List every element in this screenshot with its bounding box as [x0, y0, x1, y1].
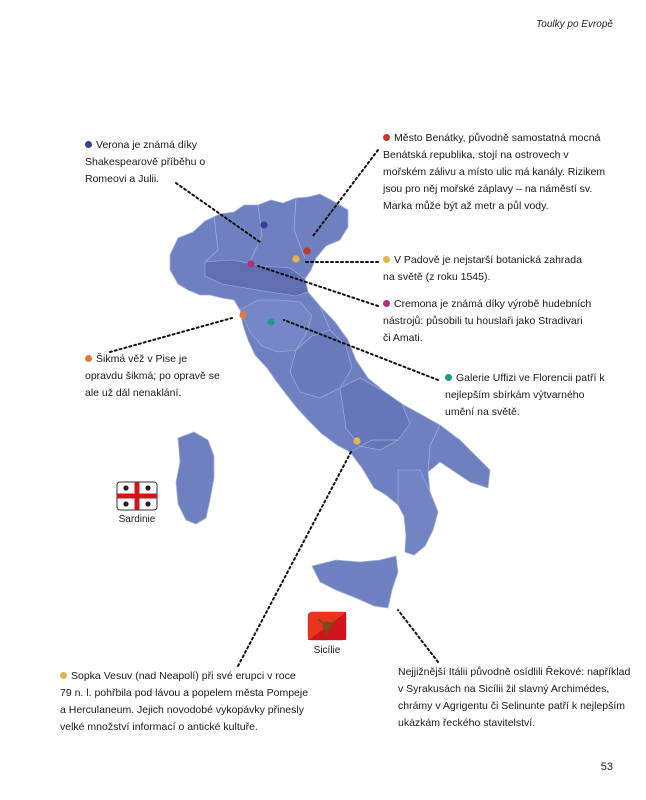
running-title: Toulky po Evropě — [536, 19, 613, 30]
bullet-dot — [383, 300, 390, 307]
sardinia-flag — [117, 482, 157, 510]
note-cremona — [383, 296, 593, 347]
dot-pisa — [239, 311, 246, 318]
sicily-island — [312, 556, 398, 608]
dot-florence — [267, 318, 274, 325]
note-cremona-text: Cremona je známá díky výrobě hudebních nástrojů: působili tu houslaři jako Stradivari či Amati. — [383, 298, 592, 344]
note-vesuv-text: Sopka Vesuv (nad Neapolí) při své erupci v roce 79 n. l. pohřbila pod lávou a popelem města Pompeje a Herculaneum. Jejich novodobé vykopávky přinesly velké množství informací o antické kultuře. — [60, 670, 309, 733]
sicily-flag — [308, 612, 346, 640]
bullet-dot — [383, 256, 390, 263]
page-number: 53 — [600, 761, 613, 773]
note-sicily-text: Nejjižnější Itálii původně osídlili Řekové: například v Syrakusách na Sicílii žil slavný Archimédes, chrámy v Agrigentu či Selinunte patří k nejlepším ukázkám řeckého stavitelství. — [398, 666, 631, 729]
dot-padova — [292, 255, 299, 262]
sicily-label: Sicílie — [313, 645, 341, 656]
line-pisa — [110, 318, 232, 352]
note-venice — [383, 130, 613, 215]
note-vesuv — [60, 668, 310, 736]
bullet-dot — [85, 355, 92, 362]
bullet-dot — [383, 134, 390, 141]
note-padova-text: V Padově je nejstarší botanická zahrada na světě (z roku 1545). — [383, 254, 582, 283]
bullet-dot — [60, 672, 67, 679]
dot-vesuv — [353, 437, 360, 444]
bullet-dot — [85, 141, 92, 148]
line-sicily — [398, 610, 438, 662]
note-sicily — [398, 664, 633, 732]
note-florence-text: Galerie Uffizi ve Florencii patří k nejlepším sbírkám výtvarného umění na světě. — [445, 372, 605, 418]
calabria-region — [398, 470, 438, 555]
note-venice-text: Město Benátky, původně samostatná mocná Benátská republika, stojí na ostrovech v mořském zálivu a místo ulic má kanály. Rizikem jsou pro něj mořské záplavy – na náměstí sv. Marka může být až metr a půl vody. — [383, 132, 606, 212]
dot-cremona — [247, 260, 254, 267]
note-padova — [383, 252, 583, 286]
note-pisa — [85, 351, 225, 402]
dot-verona — [260, 221, 267, 228]
note-verona — [85, 137, 220, 188]
sardinia-label: Sardinie — [118, 514, 156, 525]
sardinia-island — [176, 432, 214, 524]
note-pisa-text: Šikmá věž v Pise je opravdu šikmá; po opravě se ale už dál nenaklání. — [85, 353, 220, 399]
note-florence — [445, 370, 615, 421]
dot-venice — [303, 247, 310, 254]
note-verona-text: Verona je známá díky Shakespearově příběhu o Romeovi a Julii. — [85, 139, 206, 185]
bullet-dot — [445, 374, 452, 381]
